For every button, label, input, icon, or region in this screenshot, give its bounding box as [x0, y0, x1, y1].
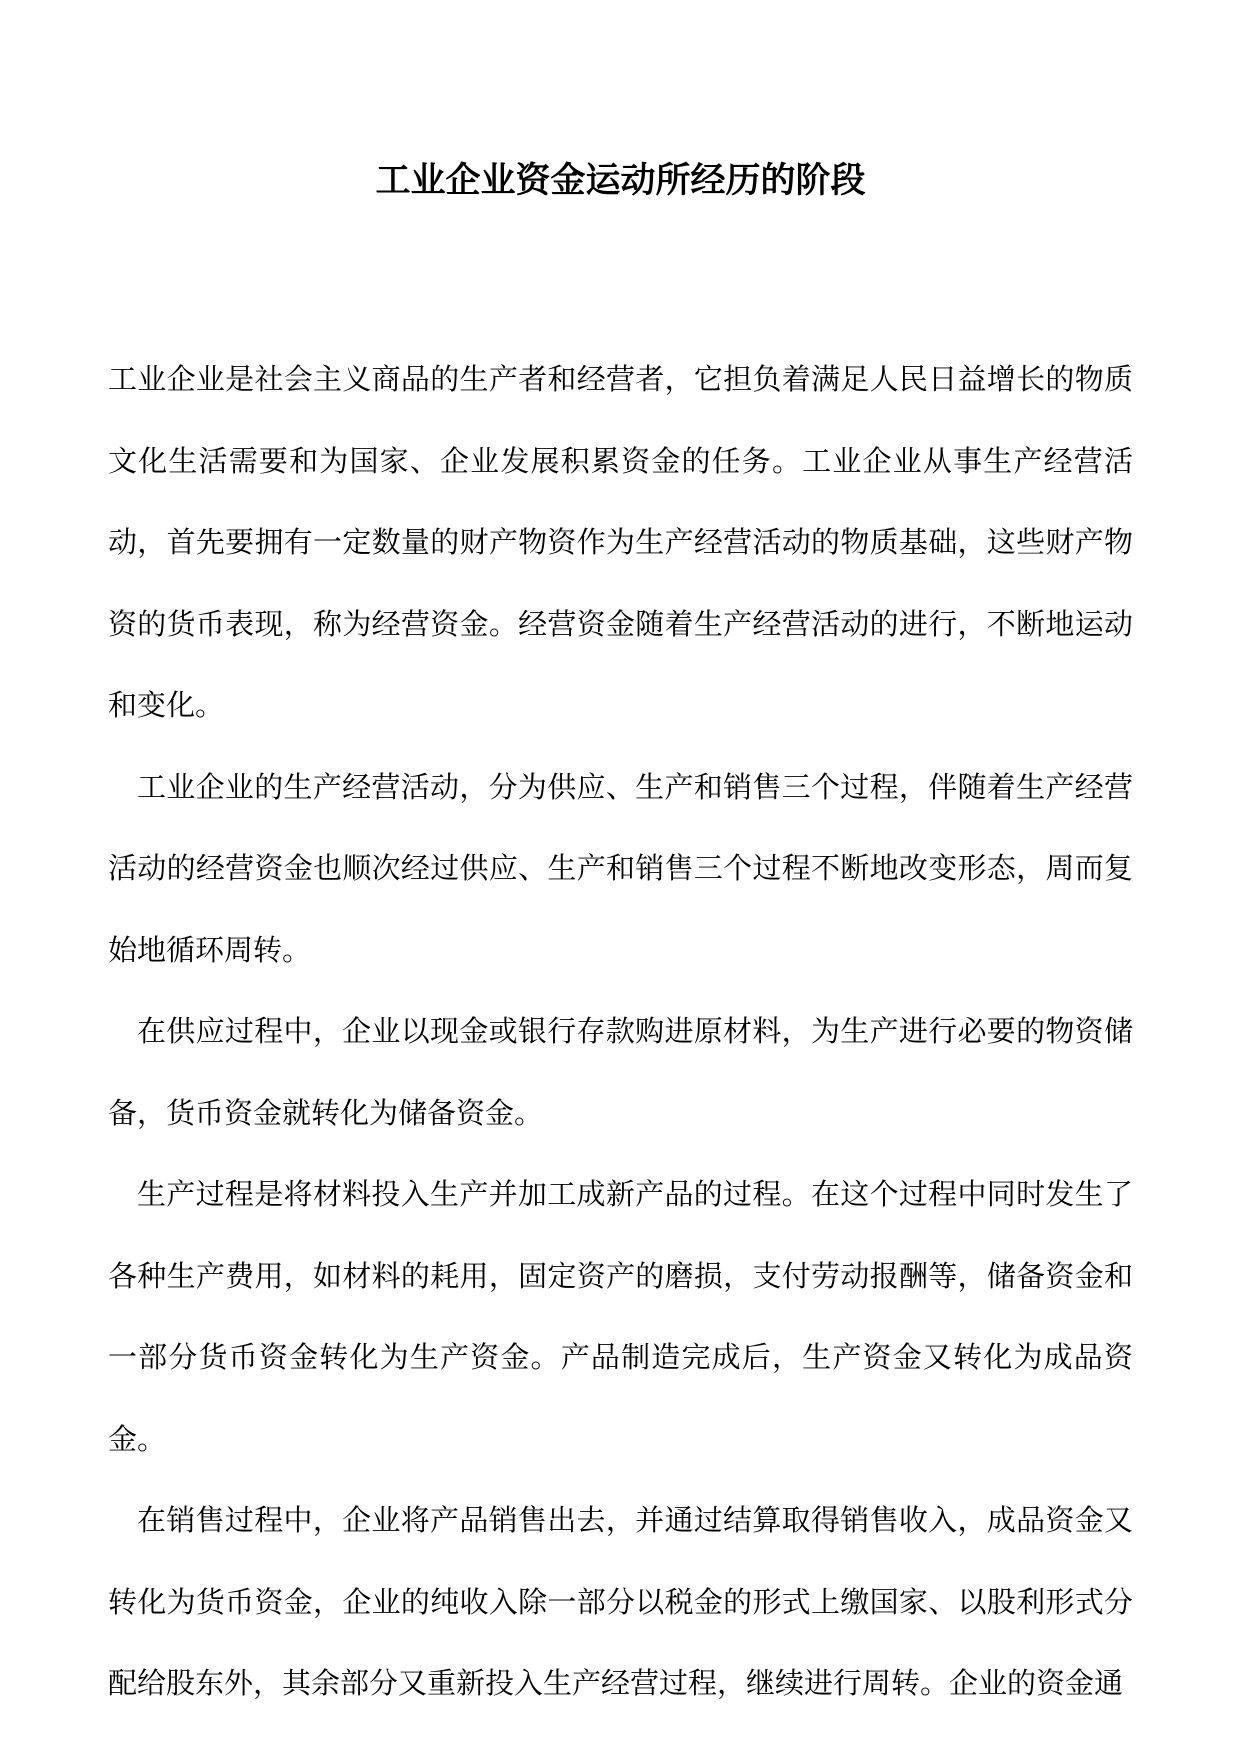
- document-title: 工业企业资金运动所经历的阶段: [375, 161, 866, 201]
- paragraph-5: 在销售过程中，企业将产品销售出去，并通过结算取得销售收入，成品资金又转化为货币资金，企业的纯收入除一部分以税金的形式上缴国家、以股利形式分配给股东外，其余部分又重新投入生产经营过程，继续进行周转。企业的资金通: [108, 1503, 1133, 1700]
- paragraph-4: 生产过程是将材料投入生产并加工成新产品的过程。在这个过程中同时发生了各种生产费用，如材料的耗用，固定资产的磨损，支付劳动报酬等，储备资金和一部分货币资金转化为生产资金。产品制造完成后，生产资金又转化为成品资金。: [108, 1177, 1133, 1456]
- paragraph-3: 在供应过程中，企业以现金或银行存款购进原材料，为生产进行必要的物资储备，货币资金就转化为储备资金。: [108, 1014, 1133, 1130]
- paragraph-1: 工业企业是社会主义商品的生产者和经营者，它担负着满足人民日益增长的物质文化生活需要和为国家、企业发展积累资金的任务。工业企业从事生产经营活动，首先要拥有一定数量的财产物资作为生产经营活动的物质基础，这些财产物资的货币表现，称为经营资金。经营资金随着生产经营活动的进行，不断地运动和变化。: [108, 362, 1133, 722]
- paragraph-2: 工业企业的生产经营活动，分为供应、生产和销售三个过程，伴随着生产经营活动的经营资金也顺次经过供应、生产和销售三个过程不断地改变形态，周而复始地循环周转。: [108, 769, 1133, 967]
- document-body: [108, 339, 1133, 1725]
